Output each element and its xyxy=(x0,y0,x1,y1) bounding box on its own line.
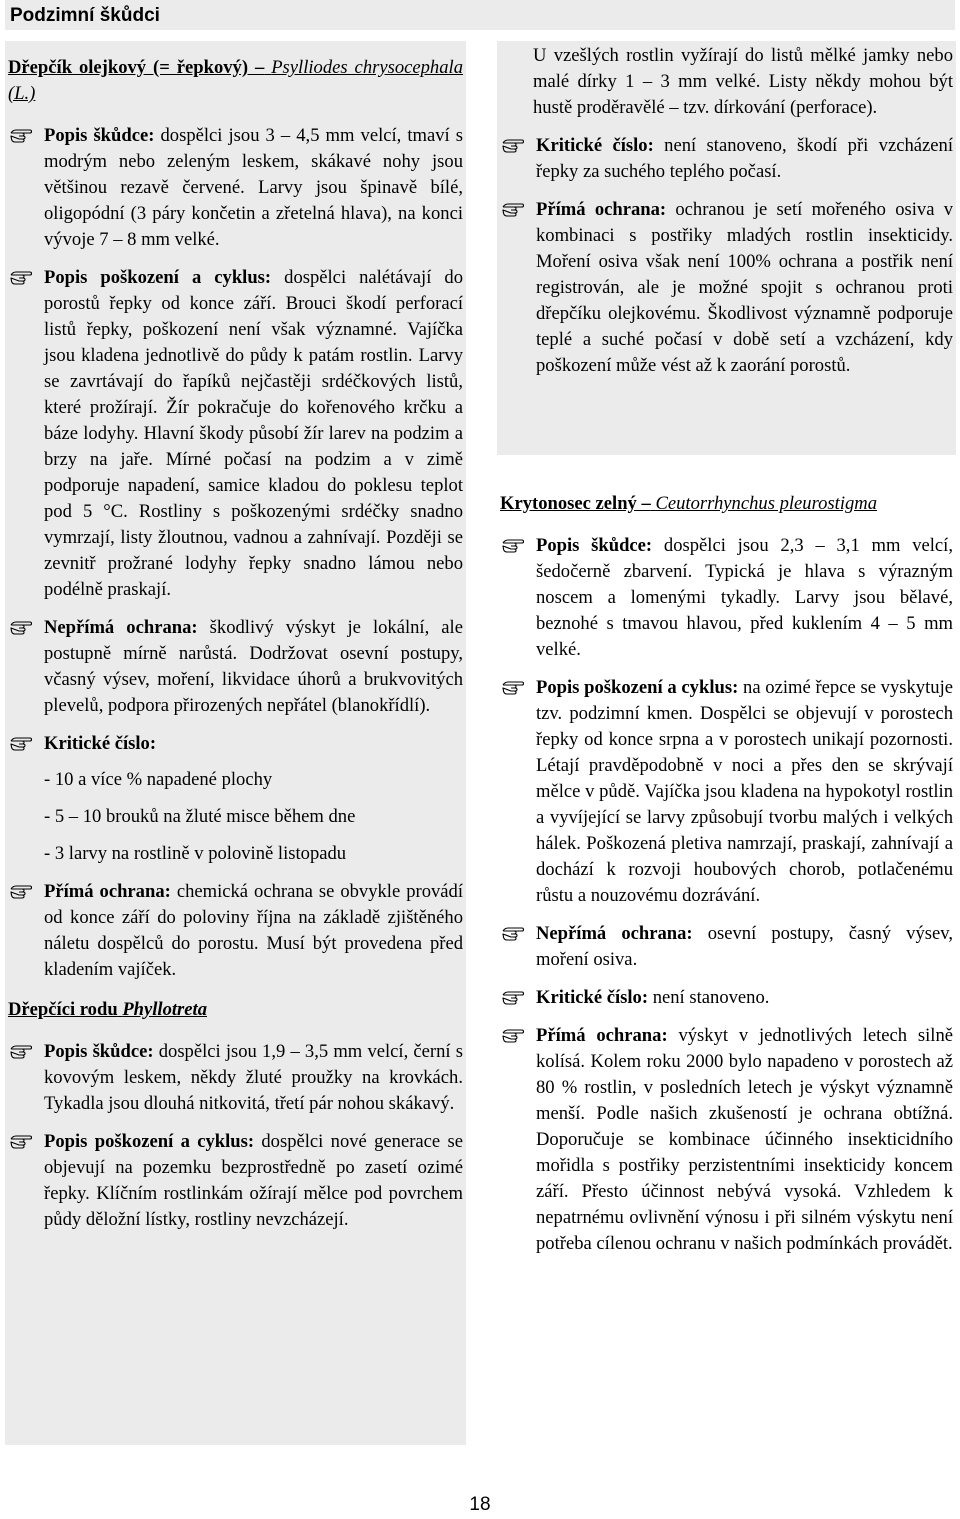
section-title-psylliodes xyxy=(8,55,463,107)
section-title-latin: Ceutorrhynchus pleurostigma xyxy=(655,493,878,514)
pointing-hand-icon xyxy=(502,679,524,695)
pointing-hand-icon xyxy=(502,1027,524,1043)
list-item xyxy=(500,133,953,185)
item-label: Popis škůdce: xyxy=(536,535,653,556)
list-item xyxy=(8,615,463,719)
pointing-hand-icon xyxy=(10,1133,32,1149)
item-text: dospělci jsou 2,3 – 3,1 mm velcí, šedočerně zbarvení. Typická je hlava s výrazným noscem a lomenými tykadly. Larvy jsou bělavé, beznohé s tmavou hlavou, před kuklením 4 – 5 mm velké. xyxy=(536,535,954,660)
pointing-hand-icon xyxy=(502,537,524,553)
right-column-continuation xyxy=(497,41,956,455)
section-title-latin: Psylliodes chrysocephala (L.) xyxy=(8,57,463,104)
pointing-hand-icon xyxy=(502,989,524,1005)
page-number: 18 xyxy=(469,1494,491,1515)
left-column xyxy=(5,41,466,1445)
list-item xyxy=(500,1023,953,1257)
list-item xyxy=(500,533,953,663)
list-item xyxy=(500,197,953,379)
section-title-text: Krytonosec zelný – xyxy=(500,493,651,514)
item-label: Kritické číslo: xyxy=(536,135,654,156)
item-label: Nepřímá ochrana: xyxy=(44,617,198,638)
page-title: Podzimní škůdci xyxy=(10,5,160,26)
item-text: není stanoveno, škodí při vzcházení řepky za suchého teplého počasí. xyxy=(536,135,954,182)
list-item xyxy=(8,123,463,253)
list-item xyxy=(500,675,953,909)
item-text: chemická ochrana se obvykle provádí od konce září do poloviny října na základě zjištěného náletu dospělců do porostu. Musí být provedena před kladením vajíček. xyxy=(44,881,464,980)
section-title-ceutorrhynchus xyxy=(500,491,953,517)
section-title-text: Dřepčíci rodu xyxy=(8,999,118,1020)
section-title-text: Dřepčík olejkový (= řepkový) – xyxy=(8,57,265,78)
pointing-hand-icon xyxy=(10,619,32,635)
item-label: Popis poškození a cyklus: xyxy=(44,1131,255,1152)
list-item xyxy=(8,879,463,983)
list-item xyxy=(8,265,463,603)
item-label: Přímá ochrana: xyxy=(44,881,171,902)
item-text: není stanoveno. xyxy=(652,987,770,1008)
item-label: Přímá ochrana: xyxy=(536,1025,668,1046)
item-text: osevní postupy, časný výsev, moření osiva. xyxy=(536,923,953,970)
item-text: škodlivý výskyt je lokální, ale postupně mírně narůstá. Dodržovat osevní postupy, včasný výsev, moření, likvidace úhorů a brukvovitých plevelů, podpora přirozených nepřátel (blanokřídlí). xyxy=(44,617,463,716)
item-label: Kritické číslo: xyxy=(536,987,649,1008)
pointing-hand-icon xyxy=(502,137,524,153)
item-text: výskyt v jednotlivých letech silně kolísá. Kolem roku 2000 bylo napadeno v porostech až 80 % rostlin, v posledních letech je výskyt významně menší. Podle našich zkušeností je ochrana obtížná. Doporučuje se kombinace účinného insekticidního mořidla s postřiky perzistentními insekticidy koncem září. Přesto účinnost nebývá vysoká. Vzhledem k nepatrnému ovlivnění výnosu i při silném výskytu není potřeba cílenou ochranu v našich podmínkách provádět. xyxy=(536,1025,954,1254)
item-label: Nepřímá ochrana: xyxy=(536,923,693,944)
list-item xyxy=(8,1039,463,1117)
item-label: Popis poškození a cyklus: xyxy=(536,677,739,698)
pointing-hand-icon xyxy=(10,269,32,285)
pointing-hand-icon xyxy=(10,127,32,143)
section-title-latin: Phyllotreta xyxy=(122,999,208,1020)
section-title-phyllotreta xyxy=(8,997,463,1023)
critical-value: - 10 a více % napadené plochy xyxy=(44,769,273,790)
item-text: ochranou je setí mořeného osiva v kombinaci s postřiky mladých rostlin insekticidy. Moření osiva však není 100% ochrana a postřik není registrován, ale je možné spojit s ochranou proti dřepčíku olejkovému. Škodlivost významně podporuje teplé a suché počasí v době setí a vzcházení, kdy poškození může vést až k zaorání porostů. xyxy=(536,199,954,376)
pointing-hand-icon xyxy=(502,925,524,941)
critical-value: - 5 – 10 brouků na žluté misce během dne xyxy=(44,806,356,827)
list-item xyxy=(500,985,953,1011)
item-label: Kritické číslo: xyxy=(44,733,157,754)
item-label: Přímá ochrana: xyxy=(536,199,667,220)
item-label: Popis škůdce: xyxy=(44,125,155,146)
item-label: Popis škůdce: xyxy=(44,1041,154,1062)
continuation-paragraph xyxy=(500,43,953,121)
pointing-hand-icon xyxy=(10,883,32,899)
list-item xyxy=(500,921,953,973)
item-text: dospělci nové generace se objevují na pozemku bezprostředně po zasetí ozimé řepky. Klíčním rostlinkám ožírají mělce pod povrchem půdy děložní lístky, rostliny nevzcházejí. xyxy=(44,1131,463,1230)
item-text: dospělci nalétávají do porostů řepky od konce září. Brouci škodí perforací listů řepky, poškození není však významné. Vajíčka jsou kladena jednotlivě do půdy k patám rostlin. Larvy se zavrtávají do řapíků nejčastěji srdéčkových listů, které prožírají. Žír pokračuje do kořenového krčku a báze lodyhy. Hlavní škody působí žír larev na podzim a brzy na jaře. Mírné počasí na podzim a v zimě podporuje napadení, samice kladou do poklesu teplot pod 5 °C. Rostliny s poškozenými srdéčky snadno vymrzají, listy žloutnou, vadnou a zahnívají. Později se zevnitř prožrané lodyhy řepky snadno lámou nebo podélně praskají. xyxy=(44,267,464,600)
pointing-hand-icon xyxy=(502,201,524,217)
pointing-hand-icon xyxy=(10,1043,32,1059)
list-item xyxy=(8,1129,463,1233)
header-bar xyxy=(5,0,955,30)
pointing-hand-icon xyxy=(10,735,32,751)
item-text: na ozimé řepce se vyskytuje tzv. podzimní kmen. Dospělci se objevují v porostech řepky od konce srpna a v porostech unikají pozornosti. Létají pravděpodobně v noci a přes den se skrývají mělce v půdě. Vajíčka jsou kladena na hypokotyl rostlin a vyvíjející se larvy způsobují tvorbu malých i velkých hálek. Poškozená pletiva namrzají, praskají, zahnívají a dochází k rozvoji houbových chorob, potlačenému růstu a nouzovému dozrávání. xyxy=(536,677,953,906)
item-label: Popis poškození a cyklus: xyxy=(44,267,272,288)
list-item xyxy=(8,731,463,757)
critical-value: - 3 larvy na rostlině v polovině listopadu xyxy=(44,843,347,864)
item-text: dospělci jsou 1,9 – 3,5 mm velcí, černí s kovovým leskem, někdy žluté proužky na krovkách. Tykadla jsou dlouhá nitkovitá, třetí pár nohou skákavý. xyxy=(44,1041,463,1114)
item-text: dospělci jsou 3 – 4,5 mm velcí, tmaví s modrým nebo zeleným leskem, skákavé nohy jsou většinou rezavě červené. Larvy jsou špinavě bílé, oligopódní (3 páry končetin a zřetelná hlava), na konci vývoje 7 – 8 mm velké. xyxy=(44,125,463,250)
item-text: U vzešlých rostlin vyžírají do listů mělké jamky nebo malé dírky 1 – 3 mm velké. Listy někdy mohou být hustě proděravělé – tzv. dírkování (perforace). xyxy=(533,45,953,118)
right-column xyxy=(497,455,956,1269)
